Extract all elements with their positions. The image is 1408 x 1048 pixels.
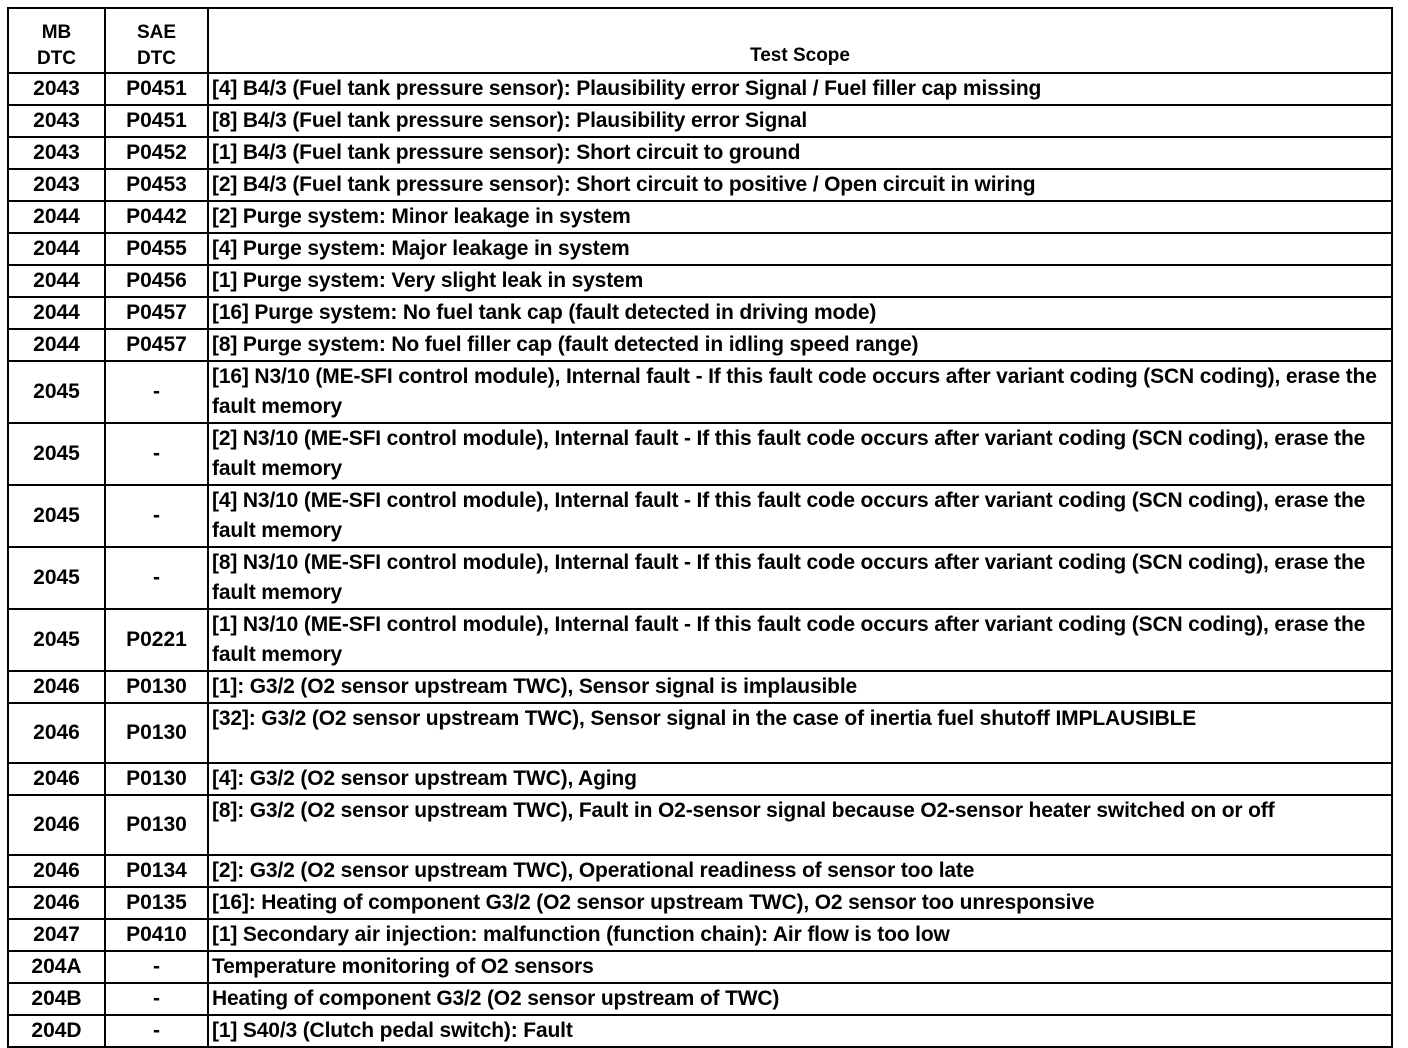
table-row xyxy=(8,137,1392,169)
sae-dtc-cell: P0130 xyxy=(105,671,208,703)
header-mb-dtc-line1: MB xyxy=(41,22,72,43)
mb-dtc-cell: 2044 xyxy=(8,201,105,233)
mb-dtc-cell: 204D xyxy=(8,1015,105,1047)
table-row xyxy=(8,763,1392,795)
test-scope-cell: [4] Purge system: Major leakage in system xyxy=(208,233,1392,265)
sae-dtc-cell: P0455 xyxy=(105,233,208,265)
table-row xyxy=(8,1015,1392,1047)
table-row xyxy=(8,855,1392,887)
table-row xyxy=(8,297,1392,329)
sae-dtc-cell: P0130 xyxy=(105,795,208,855)
sae-dtc-cell: - xyxy=(105,485,208,547)
table-row xyxy=(8,887,1392,919)
sae-dtc-cell: P0130 xyxy=(105,703,208,763)
test-scope-cell: Temperature monitoring of O2 sensors xyxy=(208,951,1392,983)
test-scope-cell: [1] Purge system: Very slight leak in system xyxy=(208,265,1392,297)
header-sae-dtc-line1: SAE xyxy=(136,22,177,43)
mb-dtc-cell: 2044 xyxy=(8,233,105,265)
sae-dtc-cell: P0456 xyxy=(105,265,208,297)
table-row xyxy=(8,233,1392,265)
test-scope-cell: Heating of component G3/2 (O2 sensor upstream of TWC) xyxy=(208,983,1392,1015)
header-test-scope: Test Scope xyxy=(208,8,1392,73)
test-scope-cell: [1] B4/3 (Fuel tank pressure sensor): Short circuit to ground xyxy=(208,137,1392,169)
mb-dtc-cell: 204B xyxy=(8,983,105,1015)
test-scope-cell: [2] Purge system: Minor leakage in system xyxy=(208,201,1392,233)
mb-dtc-cell: 2044 xyxy=(8,265,105,297)
table-row xyxy=(8,703,1392,763)
sae-dtc-cell: - xyxy=(105,1015,208,1047)
test-scope-cell: [8]: G3/2 (O2 sensor upstream TWC), Fault in O2-sensor signal because O2-sensor heater switched on or off xyxy=(208,795,1392,855)
test-scope-cell: [4] B4/3 (Fuel tank pressure sensor): Plausibility error Signal / Fuel filler cap missing xyxy=(208,73,1392,105)
mb-dtc-cell: 2046 xyxy=(8,671,105,703)
sae-dtc-cell: P0130 xyxy=(105,763,208,795)
sae-dtc-cell: P0452 xyxy=(105,137,208,169)
test-scope-cell: [16] N3/10 (ME-SFI control module), Internal fault - If this fault code occurs after variant coding (SCN coding), erase the fault memory xyxy=(208,361,1392,423)
test-scope-cell: [8] Purge system: No fuel filler cap (fault detected in idling speed range) xyxy=(208,329,1392,361)
sae-dtc-cell: P0457 xyxy=(105,297,208,329)
table-row xyxy=(8,547,1392,609)
sae-dtc-cell: P0457 xyxy=(105,329,208,361)
table-row xyxy=(8,485,1392,547)
test-scope-cell: [16] Purge system: No fuel tank cap (fault detected in driving mode) xyxy=(208,297,1392,329)
table-row xyxy=(8,105,1392,137)
test-scope-cell: [4]: G3/2 (O2 sensor upstream TWC), Aging xyxy=(208,763,1392,795)
table-body xyxy=(8,73,1392,1047)
test-scope-cell: [1]: G3/2 (O2 sensor upstream TWC), Sensor signal is implausible xyxy=(208,671,1392,703)
test-scope-cell: [2] B4/3 (Fuel tank pressure sensor): Short circuit to positive / Open circuit in wiring xyxy=(208,169,1392,201)
table-row xyxy=(8,983,1392,1015)
table-row xyxy=(8,73,1392,105)
sae-dtc-cell: - xyxy=(105,423,208,485)
mb-dtc-cell: 2043 xyxy=(8,137,105,169)
table-row xyxy=(8,795,1392,855)
test-scope-cell: [8] B4/3 (Fuel tank pressure sensor): Plausibility error Signal xyxy=(208,105,1392,137)
test-scope-cell: [2] N3/10 (ME-SFI control module), Internal fault - If this fault code occurs after variant coding (SCN coding), erase the fault memory xyxy=(208,423,1392,485)
header-row xyxy=(8,8,1392,73)
mb-dtc-cell: 2046 xyxy=(8,795,105,855)
test-scope-cell: [16]: Heating of component G3/2 (O2 sensor upstream TWC), O2 sensor too unresponsive xyxy=(208,887,1392,919)
test-scope-cell: [32]: G3/2 (O2 sensor upstream TWC), Sensor signal in the case of inertia fuel shutoff IMPLAUSIBLE xyxy=(208,703,1392,763)
sae-dtc-cell: P0135 xyxy=(105,887,208,919)
mb-dtc-cell: 2047 xyxy=(8,919,105,951)
header-sae-dtc xyxy=(105,8,208,73)
mb-dtc-cell: 2045 xyxy=(8,609,105,671)
test-scope-cell: [1] N3/10 (ME-SFI control module), Internal fault - If this fault code occurs after variant coding (SCN coding), erase the fault memory xyxy=(208,609,1392,671)
table-row xyxy=(8,919,1392,951)
table-row xyxy=(8,329,1392,361)
sae-dtc-cell: - xyxy=(105,951,208,983)
sae-dtc-cell: P0442 xyxy=(105,201,208,233)
test-scope-cell: [1] Secondary air injection: malfunction (function chain): Air flow is too low xyxy=(208,919,1392,951)
dtc-table xyxy=(7,7,1393,1048)
sae-dtc-cell: P0451 xyxy=(105,73,208,105)
test-scope-cell: [4] N3/10 (ME-SFI control module), Internal fault - If this fault code occurs after variant coding (SCN coding), erase the fault memory xyxy=(208,485,1392,547)
sae-dtc-cell: - xyxy=(105,361,208,423)
test-scope-cell: [2]: G3/2 (O2 sensor upstream TWC), Operational readiness of sensor too late xyxy=(208,855,1392,887)
test-scope-cell: [1] S40/3 (Clutch pedal switch): Fault xyxy=(208,1015,1392,1047)
header-sae-dtc-line2: DTC xyxy=(136,48,177,69)
mb-dtc-cell: 2046 xyxy=(8,703,105,763)
mb-dtc-cell: 2045 xyxy=(8,485,105,547)
table-row xyxy=(8,423,1392,485)
mb-dtc-cell: 2045 xyxy=(8,547,105,609)
mb-dtc-cell: 2043 xyxy=(8,169,105,201)
sae-dtc-cell: - xyxy=(105,983,208,1015)
sae-dtc-cell: - xyxy=(105,547,208,609)
sae-dtc-cell: P0451 xyxy=(105,105,208,137)
sae-dtc-cell: P0134 xyxy=(105,855,208,887)
table-row xyxy=(8,671,1392,703)
table-row xyxy=(8,951,1392,983)
mb-dtc-cell: 2043 xyxy=(8,73,105,105)
mb-dtc-cell: 2045 xyxy=(8,423,105,485)
mb-dtc-cell: 2044 xyxy=(8,329,105,361)
mb-dtc-cell: 2046 xyxy=(8,887,105,919)
table-row xyxy=(8,201,1392,233)
table-header xyxy=(8,8,1392,73)
header-mb-dtc xyxy=(8,8,105,73)
mb-dtc-cell: 2043 xyxy=(8,105,105,137)
test-scope-cell: [8] N3/10 (ME-SFI control module), Internal fault - If this fault code occurs after variant coding (SCN coding), erase the fault memory xyxy=(208,547,1392,609)
table-row xyxy=(8,361,1392,423)
mb-dtc-cell: 2044 xyxy=(8,297,105,329)
mb-dtc-cell: 2045 xyxy=(8,361,105,423)
mb-dtc-cell: 204A xyxy=(8,951,105,983)
table-row xyxy=(8,169,1392,201)
sae-dtc-cell: P0410 xyxy=(105,919,208,951)
table-row xyxy=(8,265,1392,297)
mb-dtc-cell: 2046 xyxy=(8,855,105,887)
sae-dtc-cell: P0221 xyxy=(105,609,208,671)
table-row xyxy=(8,609,1392,671)
header-mb-dtc-line2: DTC xyxy=(36,48,77,69)
sae-dtc-cell: P0453 xyxy=(105,169,208,201)
mb-dtc-cell: 2046 xyxy=(8,763,105,795)
